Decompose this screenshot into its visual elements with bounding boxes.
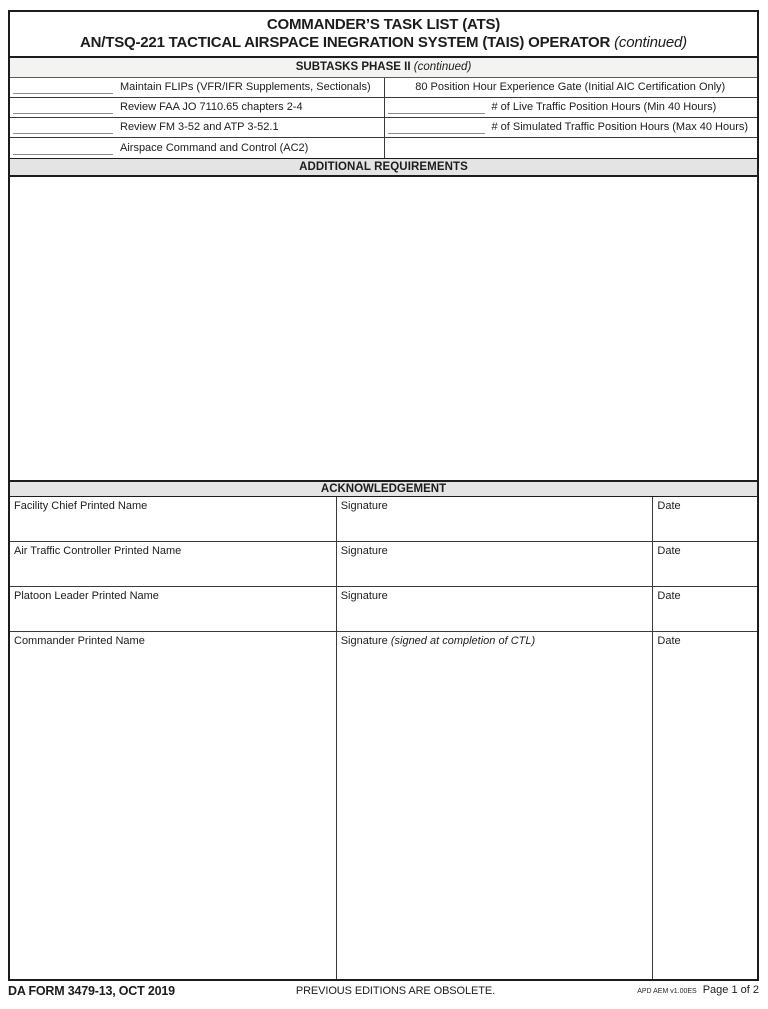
subtask-label: # of Live Traffic Position Hours (Min 40 Hours): [491, 101, 717, 113]
signature-field[interactable]: [336, 587, 653, 631]
printed-name-field[interactable]: [10, 632, 336, 980]
signature-field[interactable]: [336, 632, 653, 980]
initials-blank-field[interactable]: [13, 122, 113, 134]
footer-right-group: [637, 984, 759, 996]
form-title-line1: COMMANDER’S TASK LIST (ATS): [266, 16, 501, 33]
signature-label: Signature: [340, 634, 388, 647]
acknowledgement-row-air-traffic-controller: [10, 542, 757, 587]
apd-version: APD AEM v1.00ES: [637, 988, 697, 995]
signature-label: Signature: [340, 589, 388, 602]
subtask-row: [10, 118, 757, 138]
subtask-label: Review FM 3-52 and ATP 3-52.1: [120, 121, 279, 133]
signature-note: (signed at completion of CTL): [390, 634, 536, 647]
subtasks-phase2-header: [10, 58, 757, 78]
subtask-row: [10, 78, 757, 98]
subtask-cell-maintain-flips: [10, 78, 384, 97]
subtask-cell-live-traffic-hours: [384, 98, 758, 117]
date-label: Date: [657, 634, 681, 647]
form-title-line2: [12, 34, 755, 52]
initials-blank-field[interactable]: [13, 82, 113, 94]
da-form-3479-13: [8, 10, 759, 981]
subtask-cell-empty: [384, 138, 758, 158]
printed-name-field[interactable]: [10, 497, 336, 541]
subtask-label: Review FAA JO 7110.65 chapters 2-4: [120, 101, 303, 113]
form-title-block: [10, 12, 757, 58]
printed-name-label: Commander Printed Name: [14, 634, 145, 647]
additional-requirements-header: ADDITIONAL REQUIREMENTS: [10, 158, 757, 177]
form-title-line2-text: AN/TSQ-221 TACTICAL AIRSPACE INEGRATION SYSTEM (TAIS) OPERATOR: [80, 34, 611, 51]
hours-blank-field[interactable]: [388, 122, 485, 134]
signature-label: Signature: [340, 499, 388, 512]
initials-blank-field[interactable]: [13, 143, 113, 155]
subtask-cell-airspace-command: [10, 138, 384, 158]
subtask-label: Maintain FLIPs (VFR/IFR Supplements, Sectionals): [120, 81, 371, 93]
subtasks-header-continued: (continued): [413, 61, 472, 73]
subtask-cell-review-fm: [10, 118, 384, 137]
printed-name-label: Air Traffic Controller Printed Name: [14, 544, 182, 557]
form-footer: [8, 984, 759, 1000]
signature-label: Signature: [340, 544, 388, 557]
form-title-continued: (continued): [614, 34, 687, 51]
subtask-label: 80 Position Hour Experience Gate (Initial AIC Certification Only): [415, 81, 726, 93]
form-number: DA FORM 3479-13, OCT 2019: [8, 984, 175, 998]
signature-field[interactable]: [336, 497, 653, 541]
date-field[interactable]: [652, 542, 757, 586]
subtask-cell-simulated-traffic-hours: [384, 118, 758, 137]
obsolete-notice: PREVIOUS EDITIONS ARE OBSOLETE.: [295, 985, 496, 997]
printed-name-field[interactable]: [10, 587, 336, 631]
subtask-cell-experience-gate: [384, 78, 758, 97]
subtask-row: [10, 98, 757, 118]
subtask-label: # of Simulated Traffic Position Hours (Max 40 Hours): [491, 121, 749, 133]
date-field[interactable]: [652, 587, 757, 631]
date-label: Date: [657, 589, 681, 602]
acknowledgement-header: ACKNOWLEDGEMENT: [10, 480, 757, 497]
acknowledgement-row-facility-chief: [10, 497, 757, 542]
subtask-label: Airspace Command and Control (AC2): [120, 142, 309, 154]
subtask-row: [10, 138, 757, 158]
date-field[interactable]: [652, 497, 757, 541]
acknowledgement-row-commander: [10, 632, 757, 980]
hours-blank-field[interactable]: [388, 102, 485, 114]
initials-blank-field[interactable]: [13, 102, 113, 114]
date-label: Date: [657, 499, 681, 512]
signature-field[interactable]: [336, 542, 653, 586]
date-field[interactable]: [652, 632, 757, 980]
subtask-cell-review-faa: [10, 98, 384, 117]
page-indicator: Page 1 of 2: [702, 984, 759, 996]
acknowledgement-row-platoon-leader: [10, 587, 757, 632]
date-label: Date: [657, 544, 681, 557]
printed-name-field[interactable]: [10, 542, 336, 586]
subtasks-header-text: SUBTASKS PHASE II: [295, 61, 411, 73]
printed-name-label: Platoon Leader Printed Name: [14, 589, 159, 602]
additional-requirements-write-in-area[interactable]: [10, 177, 757, 480]
printed-name-label: Facility Chief Printed Name: [14, 499, 148, 512]
